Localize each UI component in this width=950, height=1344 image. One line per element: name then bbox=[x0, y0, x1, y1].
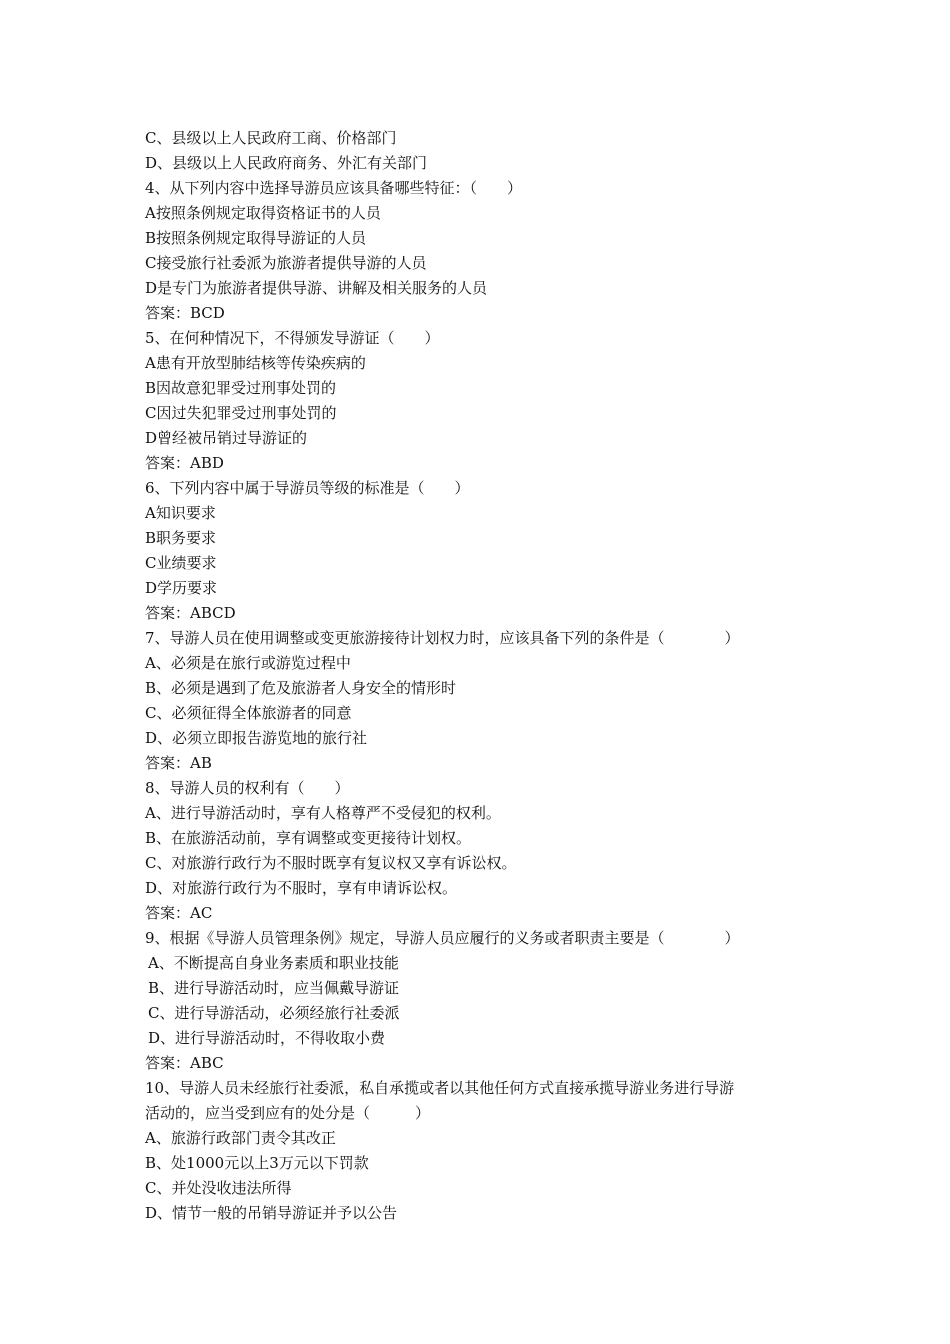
q4-option-a: A按照条例规定取得资格证书的人员 bbox=[145, 204, 381, 222]
question-10-line-1: 10、导游人员未经旅行社委派，私自承揽或者以其他任何方式直接承揽导游业务进行导游 bbox=[145, 1079, 735, 1097]
q8-option-b: B、在旅游活动前，享有调整或变更接待计划权。 bbox=[145, 829, 472, 847]
document-body bbox=[145, 126, 825, 1226]
q6-option-a: A知识要求 bbox=[145, 504, 216, 522]
q10-option-d: D、情节一般的吊销导游证并予以公告 bbox=[145, 1204, 398, 1222]
q6-option-b: B职务要求 bbox=[145, 529, 217, 547]
q5-option-a: A患有开放型肺结核等传染疾病的 bbox=[145, 354, 366, 372]
q7-option-d: D、必须立即报告游览地的旅行社 bbox=[145, 729, 368, 747]
q9-option-a: A、不断提高自身业务素质和职业技能 bbox=[148, 954, 399, 972]
q8-option-a: A、进行导游活动时，享有人格尊严不受侵犯的权利。 bbox=[145, 804, 501, 822]
q5-answer: 答案：ABD bbox=[145, 454, 224, 472]
q6-option-d: D学历要求 bbox=[145, 579, 218, 597]
q9-option-c: C、进行导游活动，必须经旅行社委派 bbox=[148, 1004, 400, 1022]
q4-option-c: C接受旅行社委派为旅游者提供导游的人员 bbox=[145, 254, 427, 272]
q5-option-c: C因过失犯罪受过刑事处罚的 bbox=[145, 404, 337, 422]
q7-option-b: B、必须是遇到了危及旅游者人身安全的情形时 bbox=[145, 679, 457, 697]
q10-option-b: B、处1000元以上3万元以下罚款 bbox=[145, 1154, 369, 1172]
question-5: 5、在何种情况下，不得颁发导游证（ ） bbox=[145, 329, 440, 347]
q7-option-a: A、必须是在旅行或游览过程中 bbox=[145, 654, 351, 672]
q9-answer: 答案：ABC bbox=[145, 1054, 224, 1072]
q8-option-d: D、对旅游行政行为不服时，享有申请诉讼权。 bbox=[145, 879, 458, 897]
q5-option-d: D曾经被吊销过导游证的 bbox=[145, 429, 308, 447]
option-d-line: D、县级以上人民政府商务、外汇有关部门 bbox=[145, 154, 428, 172]
q7-answer: 答案：AB bbox=[145, 754, 212, 772]
question-10-line-2: 活动的，应当受到应有的处分是（ ） bbox=[145, 1104, 431, 1122]
option-c-line: C、县级以上人民政府工商、价格部门 bbox=[145, 129, 397, 147]
q9-option-d: D、进行导游活动时，不得收取小费 bbox=[148, 1029, 386, 1047]
q4-option-b: B按照条例规定取得导游证的人员 bbox=[145, 229, 367, 247]
q6-option-c: C业绩要求 bbox=[145, 554, 217, 572]
q4-option-d: D是专门为旅游者提供导游、讲解及相关服务的人员 bbox=[145, 279, 488, 297]
question-8: 8、导游人员的权利有（ ） bbox=[145, 779, 350, 797]
q8-answer: 答案：AC bbox=[145, 904, 213, 922]
question-6: 6、下列内容中属于导游员等级的标准是（ ） bbox=[145, 479, 470, 497]
question-7: 7、导游人员在使用调整或变更旅游接待计划权力时，应该具备下列的条件是（ ） bbox=[145, 629, 740, 647]
q4-answer: 答案：BCD bbox=[145, 304, 225, 322]
q6-answer: 答案：ABCD bbox=[145, 604, 236, 622]
q5-option-b: B因故意犯罪受过刑事处罚的 bbox=[145, 379, 337, 397]
question-4: 4、从下列内容中选择导游员应该具备哪些特征：（ ） bbox=[145, 179, 523, 197]
q8-option-c: C、对旅游行政行为不服时既享有复议权又享有诉讼权。 bbox=[145, 854, 517, 872]
q10-option-a: A、旅游行政部门责令其改正 bbox=[145, 1129, 336, 1147]
question-9: 9、根据《导游人员管理条例》规定，导游人员应履行的义务或者职责主要是（ ） bbox=[145, 929, 740, 947]
q10-option-c: C、并处没收违法所得 bbox=[145, 1179, 292, 1197]
q9-option-b: B、进行导游活动时，应当佩戴导游证 bbox=[148, 979, 400, 997]
q7-option-c: C、必须征得全体旅游者的同意 bbox=[145, 704, 352, 722]
